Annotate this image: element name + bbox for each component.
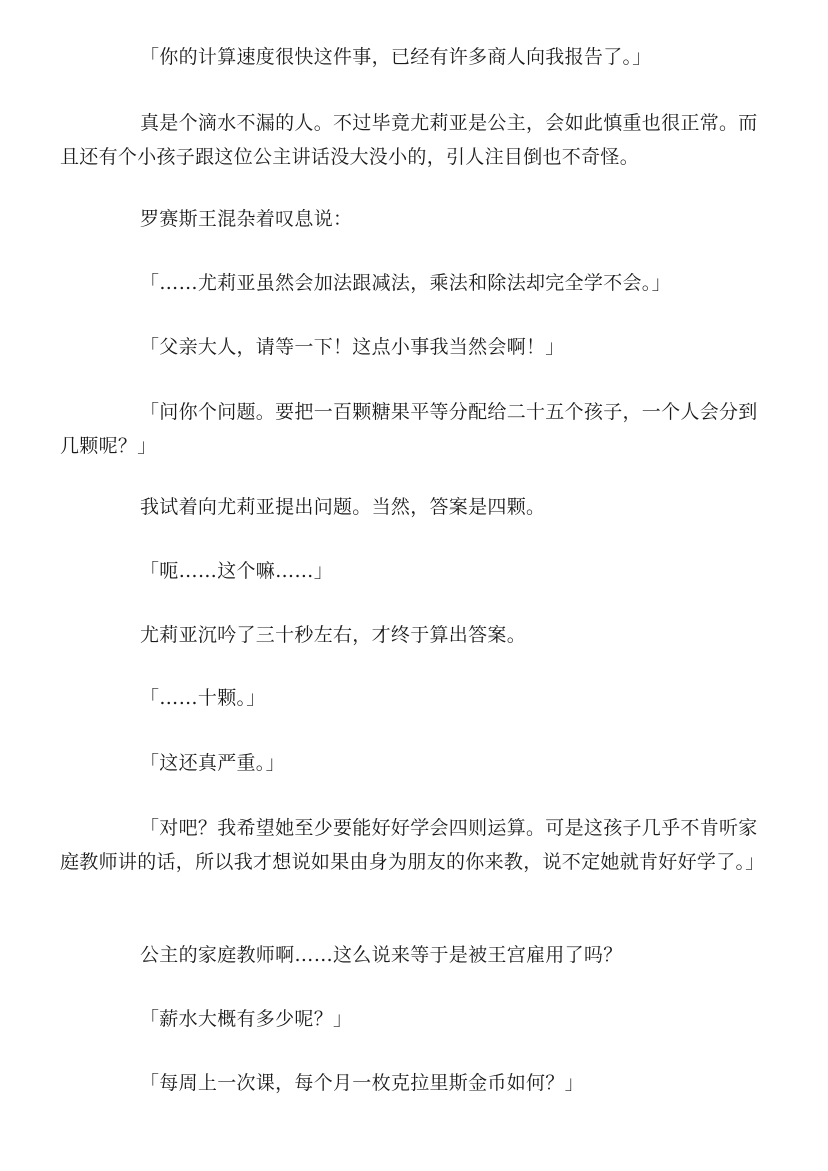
paragraph-12: 「对吧？我希望她至少要能好好学会四则运算。可是这孩子几乎不肯听家庭教师讲的话，所以我才想说如果由身为朋友的你来教，说不定她就肯好好学了。」 xyxy=(60,817,765,873)
paragraph-8: 「呃……这个嘛……」 xyxy=(140,560,334,582)
paragraph-3: 罗赛斯王混杂着叹息说： xyxy=(140,208,353,230)
paragraph-13: 公主的家庭教师啊……这么说来等于是被王宫雇用了吗？ xyxy=(140,944,623,966)
paragraph-11: 「这还真严重。」 xyxy=(140,752,285,774)
paragraph-9: 尤莉亚沉吟了三十秒左右，才终于算出答案。 xyxy=(140,624,527,646)
paragraph-6: 「问你个问题。要把一百颗糖果平等分配给二十五个孩子，一个人会分到几颗呢？」 xyxy=(60,401,758,457)
paragraph-14: 「薪水大概有多少呢？」 xyxy=(140,1008,353,1030)
paragraph-1: 「你的计算速度很快这件事，已经有许多商人向我报告了。」 xyxy=(140,46,652,68)
paragraph-2: 真是个滴水不漏的人。不过毕竟尤莉亚是公主，会如此慎重也很正常。而且还有个小孩子跟这位公主讲话没大没小的，引人注目倒也不奇怪。 xyxy=(60,112,758,168)
paragraph-10: 「……十颗。」 xyxy=(140,687,266,709)
paragraph-4: 「……尤莉亚虽然会加法跟减法，乘法和除法却完全学不会。」 xyxy=(140,272,671,294)
paragraph-5: 「父亲大人，请等一下！这点小事我当然会啊！」 xyxy=(140,336,565,358)
paragraph-15: 「每周上一次课，每个月一枚克拉里斯金币如何？」 xyxy=(140,1072,584,1094)
paragraph-7: 我试着向尤莉亚提出问题。当然，答案是四颗。 xyxy=(140,496,546,518)
